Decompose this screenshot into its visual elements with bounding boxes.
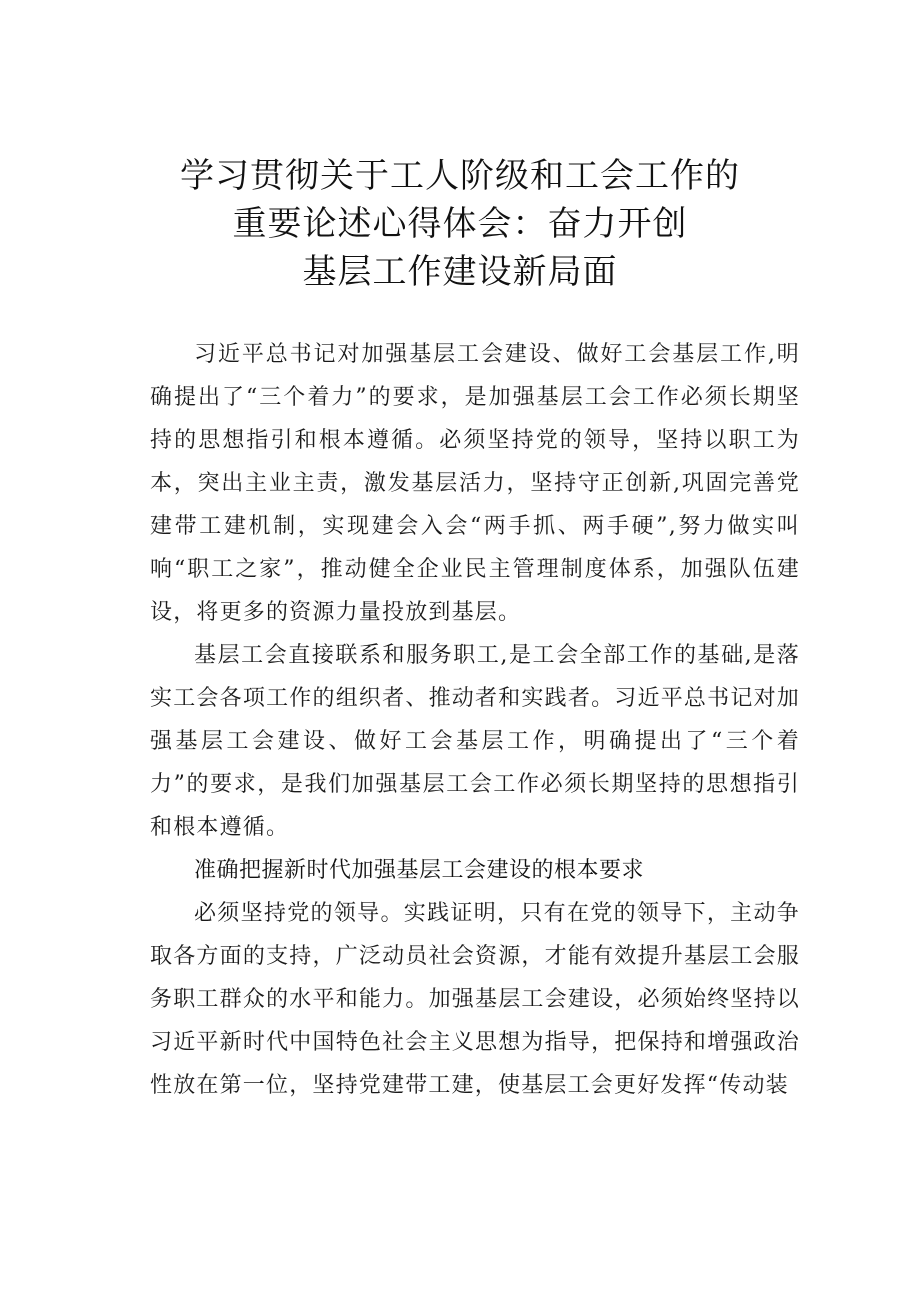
document-body [150, 333, 800, 1107]
title-line-2: 重要论述心得体会：奋力开创 [232, 204, 688, 244]
paragraph-grassroots: 基层工会直接联系和服务职工,是工会全部工作的基础,是落实工会各项工作的组织者、推动者和实践者。习近平总书记对加强基层工会建设、做好工会基层工作，明确提出了“三个着力”的要求，是我们加强基层工会工作必须长期坚持的思想指引和根本遵循。 [150, 643, 800, 840]
paragraph-intro: 习近平总书记对加强基层工会建设、做好工会基层工作,明确提出了“三个着力”的要求，是加强基层工会工作必须长期坚持的思想指引和根本遵循。必须坚持党的领导，坚持以职工为本，突出主业主责，激发基层活力，坚持守正创新,巩固完善党建带工建机制，实现建会入会“两手抓、两手硬”,努力做实叫响“职工之家”，推动健全企业民主管理制度体系，加强队伍建设，将更多的资源力量投放到基层。 [150, 342, 800, 625]
document-title [100, 152, 820, 296]
section-heading: 准确把握新时代加强基层工会建设的根本要求 [194, 858, 645, 883]
title-line-3: 基层工作建设新局面 [302, 252, 618, 292]
paragraph-party-leadership: 必须坚持党的领导。实践证明，只有在党的领导下，主动争取各方面的支持，广泛动员社会资源，才能有效提升基层工会服务职工群众的水平和能力。加强基层工会建设，必须始终坚持以习近平新时代中国特色社会主义思想为指导，把保持和增强政治性放在第一位，坚持党建带工建，使基层工会更好发挥“传动装 [150, 901, 800, 1098]
title-line-1: 学习贯彻关于工人阶级和工会工作的 [180, 156, 740, 196]
